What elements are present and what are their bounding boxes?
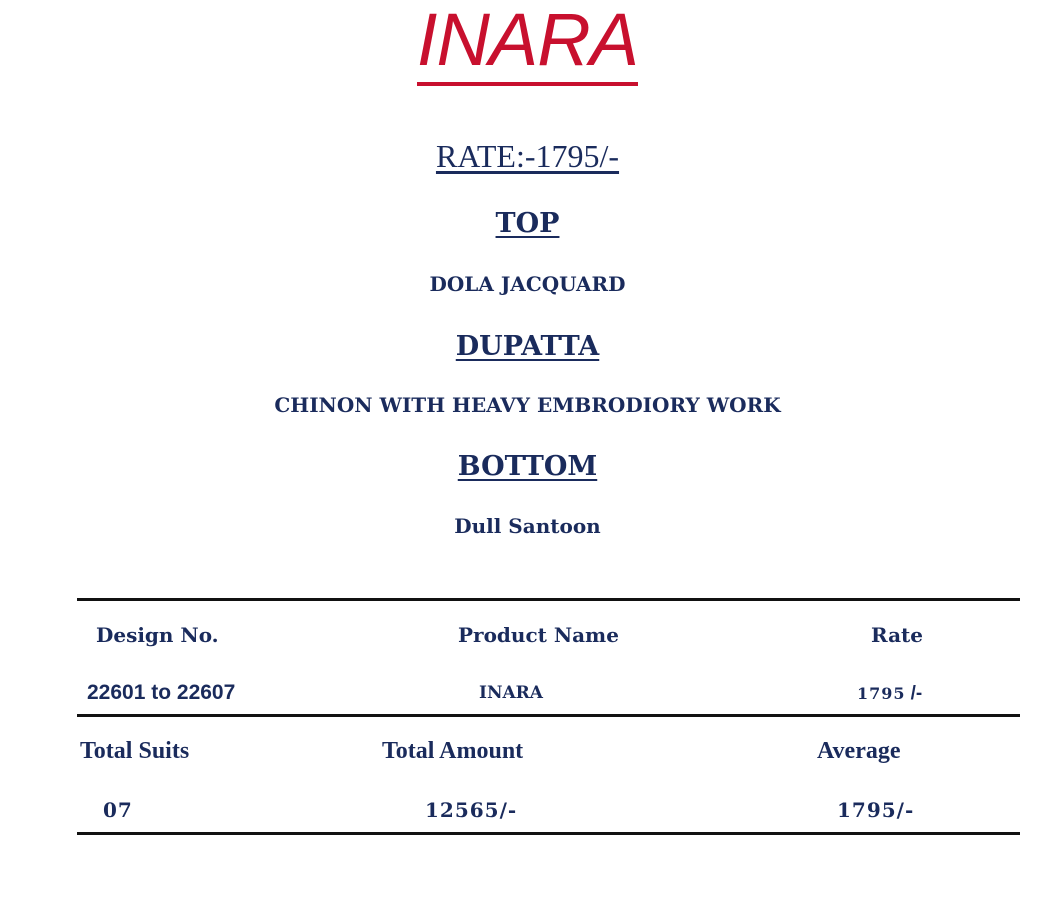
header-design-no: Design No. (96, 623, 219, 647)
row-product-name: INARA (479, 683, 543, 703)
section-heading-dupatta: DUPATTA (455, 331, 600, 362)
header-rate: Rate (871, 623, 924, 647)
rate-title: RATE:-1795/- (435, 138, 620, 174)
section-value-dupatta: CHINON WITH HEAVY EMBRODIORY WORK (274, 393, 781, 417)
table-middle-rule (77, 714, 1020, 717)
table-bottom-rule (77, 832, 1020, 835)
header-product-name: Product Name (458, 623, 619, 647)
section-value-bottom: Dull Santoon (454, 514, 601, 538)
row-rate-number: 1795 (857, 684, 906, 703)
header-average: Average (817, 738, 901, 764)
value-total-suits: 07 (103, 798, 133, 822)
section-value-top: DOLA JACQUARD (429, 272, 626, 296)
section-heading-top: TOP (495, 208, 560, 239)
row-design-no: 22601 to 22607 (87, 681, 236, 704)
value-average: 1795/- (837, 798, 915, 822)
brand-logo (0, 0, 1055, 86)
table-top-rule (77, 598, 1020, 601)
section-heading-bottom: BOTTOM (457, 451, 598, 482)
brand-name: INARA (417, 0, 638, 86)
row-rate-suffix: /- (910, 683, 923, 704)
value-total-amount: 12565/- (425, 798, 518, 822)
header-total-amount: Total Amount (382, 738, 524, 764)
header-total-suits: Total Suits (80, 738, 190, 764)
row-rate (857, 683, 922, 705)
